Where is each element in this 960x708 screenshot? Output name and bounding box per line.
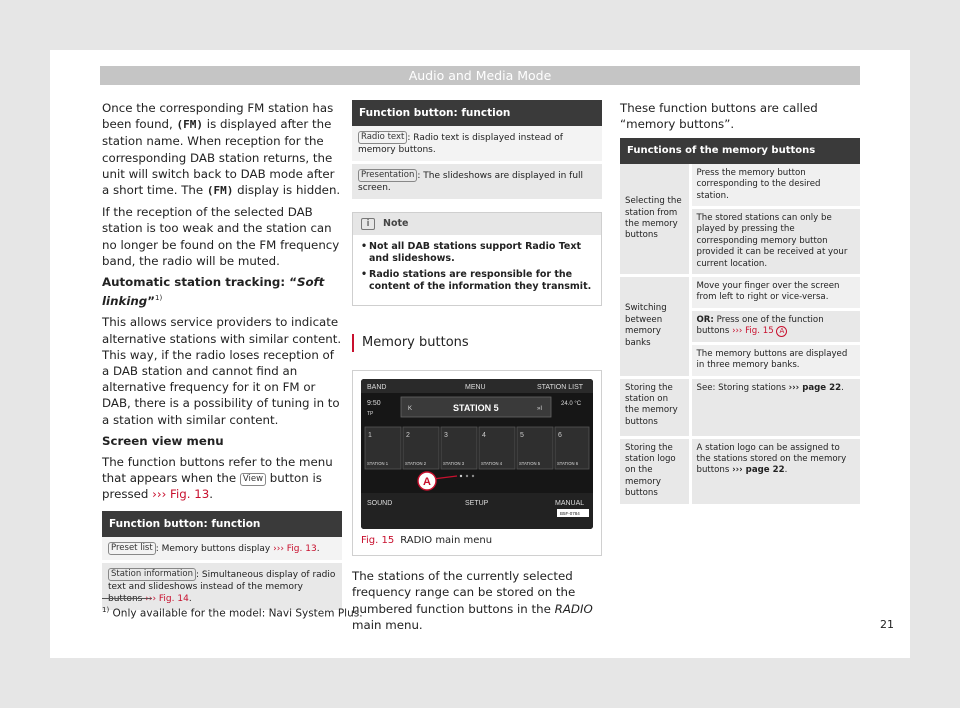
paragraph-view-button: The function buttons refer to the menu that appears when the View button is pressed ››› Fig. 13.	[102, 454, 333, 502]
temperature: 24.0 °C	[561, 401, 582, 407]
section-title-memory-buttons: Memory buttons	[352, 334, 602, 352]
image-code: B5F-0784	[560, 511, 580, 516]
paragraph-memory: The stations of the currently selected frequency range can be stored on the numbered function buttons in the RADIO main menu.	[352, 569, 593, 632]
paragraph-intro: These function buttons are called “memory buttons”.	[620, 101, 818, 132]
figure-15	[352, 370, 602, 556]
footnote: $^{1)}$ Only available for the model: Navi System Plus.	[102, 606, 363, 620]
sound-label: SOUND	[367, 500, 393, 507]
memory-buttons-table: Functions of the memory buttons Selecting the station from the memory buttons Press the memory button corresponding to the desired station. The stored stations can only be played by pressing the corresponding memory button provided it can be received at your current location. Switching between memory banks Move your finger over the screen from left to right or vice-versa. OR: Press one of the function buttons ››› Fig. 15 A The memory buttons are displayed in three memory banks. Storing the station on the memory buttons See: Storing stations ››› page 22. Storing the station logo on the memory buttons A station logo can be assigned to the stations stored on the memory buttons ››› page 22.	[620, 138, 860, 506]
column-1	[102, 100, 342, 613]
table-header: Functions of the memory buttons	[620, 138, 860, 163]
figure-caption: Fig. 15 RADIO main menu	[361, 535, 493, 546]
table-row-label: Storing the station on the memory buttons	[620, 377, 690, 437]
current-station: STATION 5	[453, 403, 499, 413]
view-button-label: View	[240, 473, 266, 486]
note-item: • Not all DAB stations support Radio Text and slideshows.	[361, 241, 593, 265]
svg-text:5: 5	[520, 432, 524, 439]
table-row-label: Switching between memory banks	[620, 276, 690, 377]
manual-page	[50, 50, 910, 658]
svg-text:STATION 1: STATION 1	[367, 461, 389, 466]
note-icon: i	[361, 218, 375, 230]
band-label: BAND	[367, 384, 387, 391]
prev-icon: K	[408, 406, 413, 412]
table-row-label: Storing the station logo on the memory buttons	[620, 437, 690, 505]
column-2	[352, 100, 602, 638]
callout-a: A	[423, 476, 431, 488]
svg-text:1: 1	[368, 432, 372, 439]
table-row: Preset list : Memory buttons display ››› Fig. 13.	[102, 537, 342, 562]
fig13-link[interactable]: ››› Fig. 13	[152, 487, 210, 502]
section-header: Audio and Media Mode	[100, 66, 860, 85]
footnote-ref: 1)	[154, 294, 163, 303]
station-list-label: STATION LIST	[537, 384, 584, 391]
column-3	[620, 100, 860, 507]
table-header: Function button: function	[102, 511, 342, 537]
table-row: Station information : Simultaneous display of radio text and slideshows instead of the memory buttons ››› Fig. 14.	[102, 561, 342, 611]
note-item: • Radio stations are responsible for the content of the information they transmit.	[361, 269, 593, 293]
svg-text:6: 6	[558, 432, 562, 439]
svg-text:2: 2	[406, 432, 410, 439]
footnote-divider	[102, 598, 152, 599]
note-title: Note	[383, 218, 409, 229]
manual-label: MANUAL	[555, 500, 585, 507]
svg-text:STATION 6: STATION 6	[557, 461, 579, 466]
table-row: Radio text : Radio text is displayed instead of memory buttons.	[352, 126, 602, 163]
svg-text:STATION 4: STATION 4	[481, 461, 503, 466]
screen-view-heading: Screen view menu	[102, 433, 224, 448]
preset-buttons	[365, 427, 589, 469]
callout-a-marker: A	[776, 326, 787, 337]
svg-text:STATION 2: STATION 2	[405, 461, 427, 466]
svg-text:STATION 5: STATION 5	[519, 461, 541, 466]
radio-screen-image	[361, 379, 593, 529]
table-header: Function button: function	[352, 100, 602, 126]
svg-text:4: 4	[482, 432, 486, 439]
function-table-2	[352, 100, 602, 202]
paragraph-muted: If the reception of the selected DAB station is too weak and the station can no longer be found on the FM frequency band, the radio will be muted.	[102, 205, 340, 268]
paragraph-soft-linking: This allows service providers to indicate alternative stations with similar content. This way, if the radio loses reception of a DAB station and cannot find an alternative frequency for it on FM or DAB, there is a possibility of tuning in to a station with similar content.	[102, 315, 342, 427]
svg-text:STATION 3: STATION 3	[443, 461, 465, 466]
next-icon: »I	[537, 406, 543, 412]
tp-label: TP	[367, 411, 374, 417]
svg-text:3: 3	[444, 432, 448, 439]
setup-label: SETUP	[465, 500, 489, 507]
paragraph-fm: Once the corresponding FM station has been found, (FM) is displayed after the station name. When reception for the corresponding DAB station returns, the unit will switch back to DAB mode after a short time. The (FM) display is hidden.	[102, 101, 341, 198]
page-number: 21	[880, 618, 894, 631]
table-row: Presentation : The slideshows are displayed in full screen.	[352, 163, 602, 201]
table-row-label: Selecting the station from the memory buttons	[620, 164, 690, 276]
note-box	[352, 212, 602, 306]
time-label: 9:50	[367, 400, 381, 407]
menu-label: MENU	[465, 384, 486, 391]
soft-linking-heading: Automatic station tracking: “Soft linking”$^{1)}$	[102, 275, 325, 309]
